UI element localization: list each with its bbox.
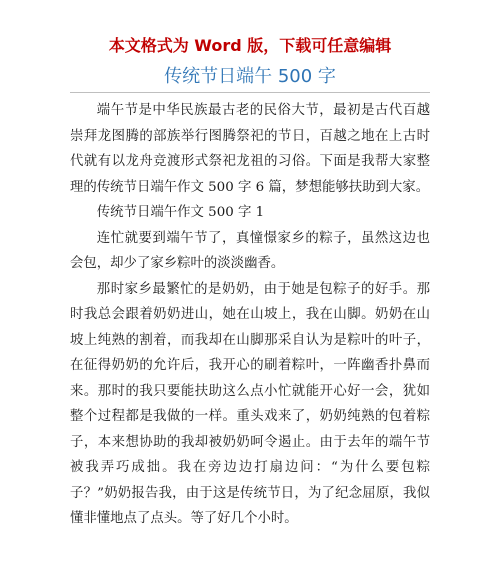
intro-paragraph: 端午节是中华民族最古老的民俗大节，最初是古代百越崇拜龙图腾的部族举行图腾祭祀的节日，百越之地在上古时代就有以龙舟竞渡形式祭祀龙祖的习俗。下面是我帮大家整理的传统节日端午作文 500 字 6 篇，梦想能够扶助到大家。	[70, 103, 430, 195]
section-heading: 传统节日端午作文 500 字 1	[96, 205, 265, 220]
document-body	[70, 98, 430, 532]
format-banner: 本文格式为 Word 版，下载可任意编辑	[108, 36, 392, 55]
title-divider	[70, 92, 430, 93]
document-title: 传统节日端午 500 字	[164, 66, 336, 87]
body-paragraph: 那时家乡最繁忙的是奶奶，由于她是包粽子的好手。那时我总会跟着奶奶进山，她在山坡上，我在山脚。奶奶在山坡上纯熟的割着，而我却在山脚那采自认为是粽叶的叶子，在征得奶奶的允许后，我开心的刷着粽叶，一阵幽香扑鼻而来。那时的我只要能扶助这么点小忙就能开心好一会，犹如整个过程都是我做的一样。重头戏来了，奶奶纯熟的包着粽子，本来想协助的我却被奶奶呵令遏止。由于去年的端午节被我弄巧成拙。我在旁边边打扇边问：“为什么要包粽子？”奶奶报告我，由于这是传统节日，为了纪念屈原，我似懂非懂地点了点头。等了好几个小时。	[70, 281, 430, 526]
body-paragraph: 连忙就要到端午节了，真憧憬家乡的粽子，虽然这边也会包，却少了家乡粽叶的淡淡幽香。	[70, 230, 430, 271]
